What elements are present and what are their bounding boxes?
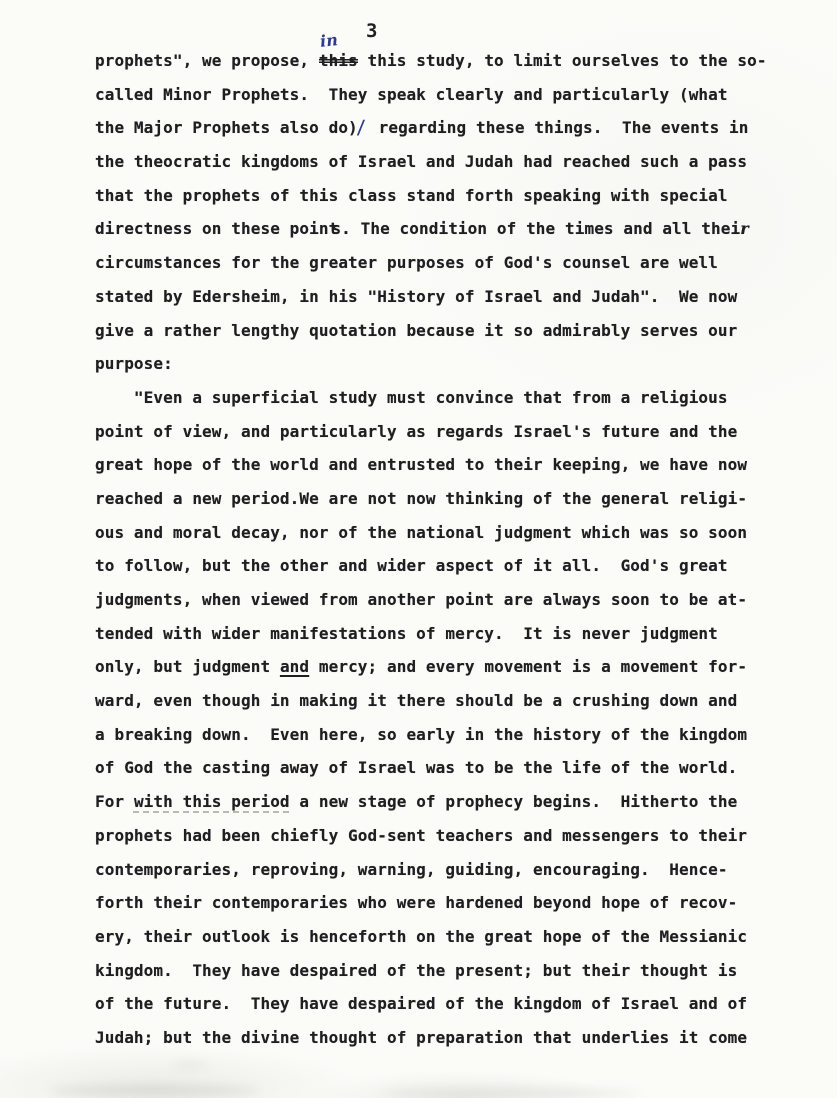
text-line (95, 751, 795, 785)
overstruck-text: ts (328, 219, 335, 239)
text-line (95, 78, 795, 112)
text-line (95, 448, 795, 482)
text-segment: contemporaries, reproving, warning, guiding, encouraging. Hence- (95, 859, 728, 879)
text-segment: purpose: (95, 354, 173, 374)
text-segment: prophets", we propose, (95, 51, 319, 70)
text-segment: kingdom. They have despaired of the present; but their thought is (95, 960, 738, 980)
text-line (95, 347, 795, 381)
text-segment: regarding these things. The events in (368, 118, 749, 138)
text-segment: of God the casting away of Israel was to be the life of the world. (95, 758, 738, 778)
text-segment: prophets had been chiefly God-sent teachers and messengers to their (95, 825, 748, 845)
page-number: 3 (366, 20, 378, 42)
text-line (95, 415, 795, 449)
text-line (95, 954, 795, 988)
text-segment: the Major Prophets also do) (95, 118, 358, 138)
text-segment: reached a new period.We are not now thinking of the general religi- (95, 488, 748, 508)
text-segment: only, but judgment (95, 657, 280, 677)
text-segment: this study, to limit ourselves to the so- (357, 51, 767, 70)
paper-smudge (170, 1062, 210, 1068)
text-line (95, 684, 795, 718)
text-segment: "Even a superficial study must convince that from a religious (95, 387, 728, 407)
text-line (95, 1021, 795, 1055)
text-line (95, 145, 795, 179)
text-line (95, 987, 795, 1021)
text-segment: ward, even though in making it there should be a crushing down and (95, 691, 738, 711)
page-text (95, 30, 795, 1055)
text-line (95, 179, 795, 213)
text-line (95, 583, 795, 617)
text-line (95, 516, 795, 550)
text-line (95, 650, 795, 684)
text-segment: a new stage of prophecy begins. Hitherto the (289, 792, 738, 812)
text-line (95, 381, 795, 415)
text-segment: . The condition of the times and all thei (341, 219, 741, 239)
text-line (95, 617, 795, 651)
text-segment: circumstances for the greater purposes of God's counsel are well (95, 253, 718, 273)
text-segment: ery, their outlook is henceforth on the great hope of the Messianic (95, 926, 748, 946)
text-segment: the theocratic kingdoms of Israel and Judah had reached such a pass (95, 152, 748, 172)
handwritten-slash: / (356, 115, 366, 140)
text-line (95, 30, 795, 78)
text-line (95, 718, 795, 752)
handwritten-insertion: in (318, 30, 339, 51)
text-segment: judgments, when viewed from another point are always soon to be at- (95, 590, 748, 609)
text-segment: point of view, and particularly as regards Israel's future and the (95, 421, 738, 441)
text-segment: For (95, 792, 134, 812)
text-line (95, 920, 795, 954)
text-segment: to follow, but the other and wider aspect of it all. God's great (95, 556, 728, 576)
text-segment: directness on these poin (95, 219, 329, 239)
text-line (95, 280, 795, 314)
text-segment: a breaking down. Even here, so early in the history of the kingdom (95, 724, 748, 744)
text-segment: give a rather lengthy quotation because it so admirably serves our (95, 320, 738, 340)
text-line (95, 482, 795, 516)
strikethrough-word: this in (318, 30, 358, 70)
text-segment: great hope of the world and entrusted to their keeping, we have now (95, 455, 748, 475)
erased-underline-text: with this period (133, 792, 290, 812)
text-line (95, 785, 795, 819)
text-segment: called Minor Prophets. They speak clearly and particularly (what (95, 84, 728, 104)
text-line (95, 819, 795, 853)
text-line (95, 886, 795, 920)
paper-smudge (50, 1086, 260, 1096)
text-segment: ous and moral decay, nor of the national judgment which was so soon (95, 522, 748, 542)
text-line (95, 246, 795, 280)
text-segment: tended with wider manifestations of mercy. It is never judgment (95, 623, 718, 643)
text-line (95, 111, 795, 145)
text-segment: of the future. They have despaired of the kingdom of Israel and of (95, 994, 748, 1014)
text-segment: forth their contemporaries who were hardened beyond hope of recov- (95, 893, 738, 913)
text-segment: that the prophets of this class stand forth speaking with special (95, 185, 728, 205)
handwritten-r: r (740, 219, 749, 239)
paper-smudge (380, 1089, 640, 1097)
text-line (95, 212, 795, 246)
underlined-word: and (279, 657, 310, 677)
text-segment: Judah; but the divine thought of preparation that underlies it come (95, 1027, 748, 1047)
text-segment: mercy; and every movement is a movement for- (309, 657, 748, 677)
text-line (95, 314, 795, 348)
text-line (95, 549, 795, 583)
text-segment: stated by Edersheim, in his "History of Israel and Judah". We now (95, 286, 738, 306)
text-line (95, 853, 795, 887)
